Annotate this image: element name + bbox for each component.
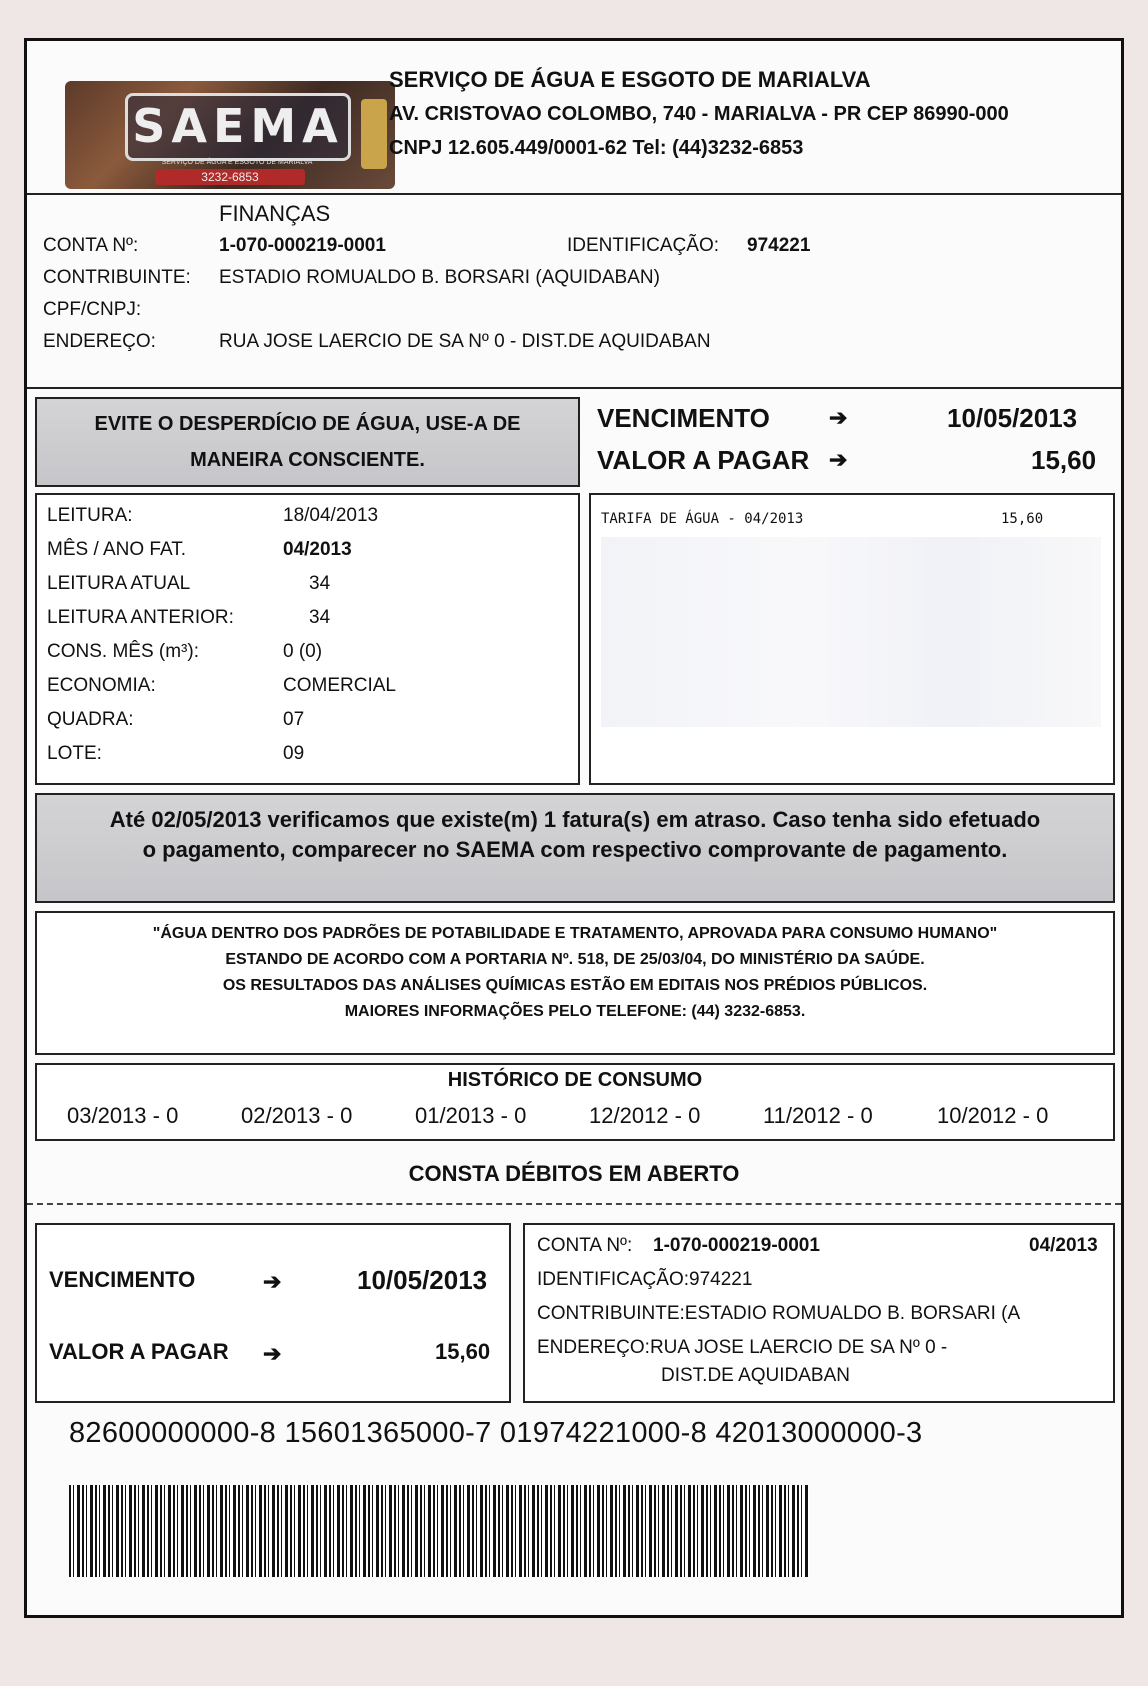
reading-label: LEITURA ATUAL: [47, 573, 191, 594]
stub-conta-label: CONTA Nº:: [537, 1235, 633, 1256]
tariff-value: 15,60: [1001, 511, 1044, 527]
quality-line-3: OS RESULTADOS DAS ANÁLISES QUÍMICAS ESTÃO EM EDITAIS NOS PRÉDIOS PÚBLICOS.: [222, 977, 928, 994]
history-item: 01/2013 - 0: [415, 1103, 527, 1128]
history-item: 02/2013 - 0: [241, 1103, 353, 1128]
stub-endereco-2: DIST.DE AQUIDABAN: [661, 1365, 850, 1386]
header-divider: [27, 193, 1121, 195]
notice-line-1: EVITE O DESPERDÍCIO DE ÁGUA, USE-A DE: [94, 413, 521, 435]
barcode-digits: 82600000000-8 15601365000-7 01974221000-8 42013000000-3: [69, 1417, 923, 1449]
overdue-line-1: Até 02/05/2013 verificamos que existe(m) 1 fatura(s) em atraso. Caso tenha sido efetuado: [109, 807, 1041, 832]
reading-label: ECONOMIA:: [47, 675, 156, 696]
quality-line-4: MAIORES INFORMAÇÕES PELO TELEFONE: (44) 3232-6853.: [344, 1003, 806, 1020]
stub-due-label: VENCIMENTO: [49, 1267, 196, 1292]
valve-icon: [361, 99, 387, 169]
saema-logo: [65, 81, 395, 189]
history-box: [35, 1063, 1115, 1141]
stub-contrib: CONTRIBUINTE:ESTADIO ROMUALDO B. BORSARI (A: [537, 1303, 1021, 1324]
history-item: 10/2012 - 0: [937, 1103, 1049, 1128]
arrow-icon: ➔: [829, 447, 848, 472]
conta-label: CONTA Nº:: [43, 235, 139, 256]
bill-document: [24, 38, 1124, 1618]
company-cnpj: CNPJ 12.605.449/0001-62 Tel: (44)3232-6853: [389, 137, 804, 159]
arrow-icon: ➔: [263, 1269, 282, 1294]
history-item: 12/2012 - 0: [589, 1103, 701, 1128]
reading-value: 09: [283, 743, 305, 764]
conta-value: 1-070-000219-0001: [219, 235, 386, 256]
arrow-icon: ➔: [829, 405, 848, 430]
reading-value: 0 (0): [283, 641, 323, 662]
endereco-label: ENDEREÇO:: [43, 331, 156, 352]
stub-endereco-1: ENDEREÇO:RUA JOSE LAERCIO DE SA Nº 0 -: [537, 1337, 948, 1358]
due-date: 10/05/2013: [947, 403, 1078, 433]
reading-label: QUADRA:: [47, 709, 134, 730]
overdue-line-2: o pagamento, comparecer no SAEMA com respectivo comprovante de pagamento.: [142, 837, 1008, 862]
reading-value: 04/2013: [283, 539, 352, 560]
company-address: AV. CRISTOVAO COLOMBO, 740 - MARIALVA - PR CEP 86990-000: [389, 103, 1009, 125]
logo-subtitle: SERVIÇO DE ÁGUA E ESGOTO DE MARIALVA: [161, 159, 313, 166]
reading-label: LOTE:: [47, 743, 102, 764]
ident-label: IDENTIFICAÇÃO:: [567, 235, 720, 256]
stub-ident: IDENTIFICAÇÃO:974221: [537, 1269, 753, 1290]
debts-notice: CONSTA DÉBITOS EM ABERTO: [408, 1161, 740, 1186]
history-list: [37, 1103, 1113, 1133]
history-item: 11/2012 - 0: [763, 1103, 873, 1128]
watermark: [601, 537, 1101, 727]
history-item: 03/2013 - 0: [67, 1103, 179, 1128]
contrib-value: ESTADIO ROMUALDO B. BORSARI (AQUIDABAN): [219, 267, 660, 288]
reading-value: 07: [283, 709, 305, 730]
cut-line: [27, 1203, 1121, 1205]
history-title: HISTÓRICO DE CONSUMO: [447, 1069, 703, 1091]
stub-amount-value: 15,60: [435, 1339, 491, 1364]
overdue-box: [35, 793, 1115, 903]
company-title: SERVIÇO DE ÁGUA E ESGOTO DE MARIALVA: [389, 67, 871, 92]
contrib-label: CONTRIBUINTE:: [43, 267, 191, 288]
tariff-box: [589, 493, 1115, 785]
cpf-label: CPF/CNPJ:: [43, 299, 142, 320]
amount-label: VALOR A PAGAR: [597, 445, 810, 475]
reading-label: LEITURA ANTERIOR:: [47, 607, 234, 628]
barcode: [69, 1485, 809, 1577]
due-label: VENCIMENTO: [597, 403, 770, 433]
reading-value: 34: [309, 573, 331, 594]
arrow-icon: ➔: [263, 1341, 282, 1366]
endereco-value: RUA JOSE LAERCIO DE SA Nº 0 - DIST.DE AQUIDABAN: [219, 331, 711, 352]
ident-value: 974221: [747, 235, 811, 256]
quality-line-2: ESTANDO DE ACORDO COM A PORTARIA Nº. 518, DE 25/03/04, DO MINISTÉRIO DA SAÚDE.: [225, 951, 925, 968]
stub-conta-value: 1-070-000219-0001: [653, 1235, 820, 1256]
notice-line-2: MANEIRA CONSCIENTE.: [190, 449, 425, 471]
amount-value: 15,60: [1031, 445, 1097, 475]
reading-value: 18/04/2013: [283, 505, 379, 526]
notice-box: [35, 397, 580, 487]
logo-wordmark: SAEMA: [125, 93, 351, 161]
quality-box: [35, 911, 1115, 1055]
logo-phone: 3232-6853: [155, 169, 305, 185]
quality-line-1: "ÁGUA DENTRO DOS PADRÕES DE POTABILIDADE E TRATAMENTO, APROVADA PARA CONSUMO HUMANO": [152, 925, 998, 942]
stub-ref: 04/2013: [1029, 1235, 1098, 1256]
section-title: FINANÇAS: [219, 201, 331, 226]
reading-box: [35, 493, 580, 785]
reading-label: LEITURA:: [47, 505, 133, 526]
stub-payment-box: [35, 1223, 511, 1403]
account-divider: [27, 387, 1121, 389]
reading-value: 34: [309, 607, 331, 628]
stub-amount-label: VALOR A PAGAR: [49, 1339, 229, 1364]
reading-label: MÊS / ANO FAT.: [47, 539, 187, 560]
stub-account-box: [523, 1223, 1115, 1403]
reading-value: COMERCIAL: [283, 675, 396, 696]
tariff-item: TARIFA DE ÁGUA - 04/2013: [601, 511, 804, 527]
stub-due-date: 10/05/2013: [357, 1265, 488, 1295]
reading-label: CONS. MÊS (m³):: [47, 641, 199, 662]
